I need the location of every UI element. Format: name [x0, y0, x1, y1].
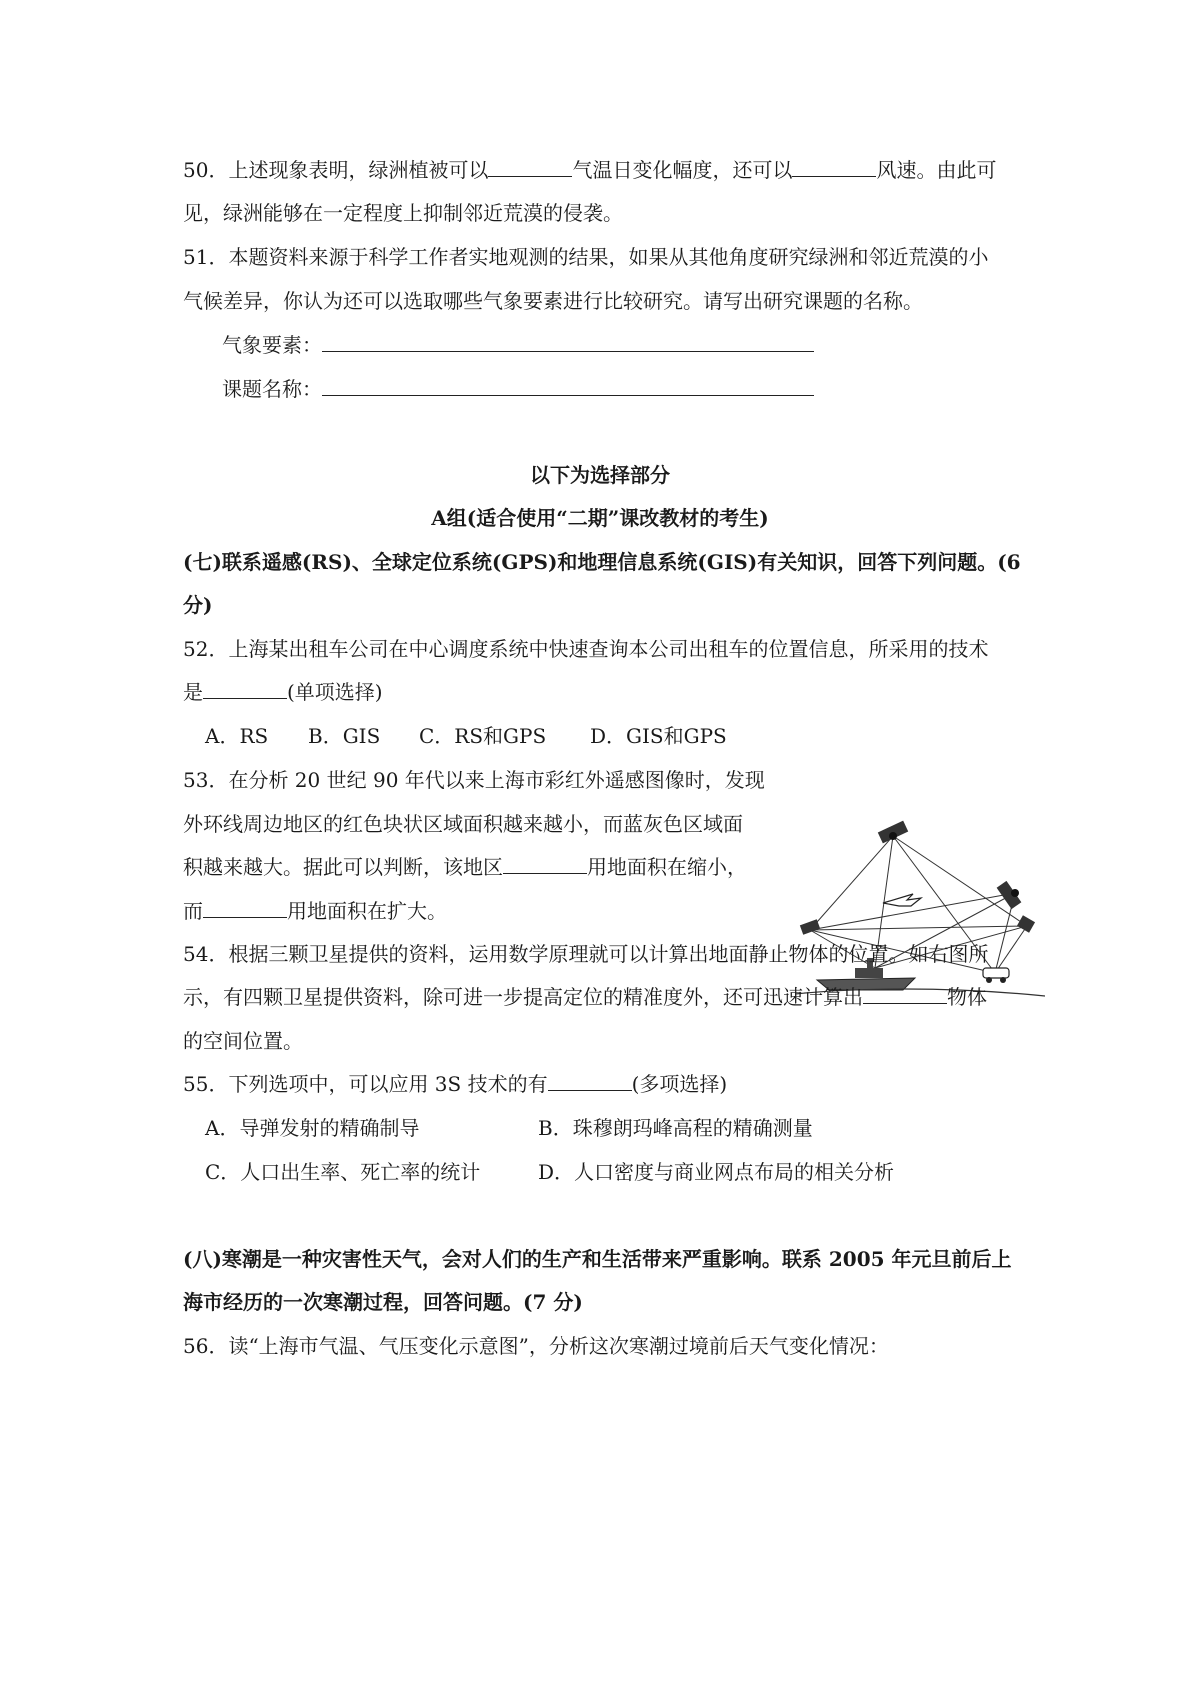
- q51-field1-label: 气象要素：: [222, 333, 322, 357]
- satellite-top-icon: [878, 821, 908, 844]
- q52-text-b: (单项选择): [287, 680, 383, 704]
- q52-options: [205, 721, 727, 751]
- q51-field-topic-name: [222, 374, 814, 404]
- q54-text-a: 示，有四颗卫星提供资料，除可进一步提高定位的精准度外，还可迅速计算出: [183, 985, 863, 1009]
- q55-option-b[interactable]: B．珠穆朗玛峰高程的精确测量: [538, 1116, 813, 1140]
- satellite-left-icon: [800, 919, 820, 935]
- part7-line-1: (七)联系遥感(RS)、全球定位系统(GPS)和地理信息系统(GIS)有关知识，回答下列问题。(6: [183, 550, 1021, 574]
- q53-blank-2[interactable]: [203, 897, 287, 918]
- q51-field2-label: 课题名称：: [222, 377, 322, 401]
- q55-options-row-1: [205, 1113, 813, 1143]
- q50-text-b: 气温日变化幅度，还可以: [572, 158, 793, 182]
- q52-option-c[interactable]: C．RS和GPS: [419, 724, 547, 748]
- q54-line-3: 的空间位置。: [183, 1029, 303, 1053]
- q50-text-c: 风速。由此可: [876, 158, 997, 182]
- q52-option-b[interactable]: B．GIS: [308, 724, 381, 748]
- q55-options-row-2: [205, 1157, 894, 1187]
- q51-answer-line-2[interactable]: [322, 375, 814, 396]
- q51-line-1: 51．本题资料来源于科学工作者实地观测的结果，如果从其他角度研究绿洲和邻近荒漠的小: [183, 245, 989, 269]
- q50-blank-1[interactable]: [488, 156, 572, 177]
- q55-option-c[interactable]: C．人口出生率、死亡率的统计: [205, 1160, 481, 1184]
- q50-text-a: 50．上述现象表明，绿洲植被可以: [183, 158, 489, 182]
- satellite-right-lower-icon: [1017, 915, 1035, 932]
- q53-text-a: 积越来越大。据此可以判断，该地区: [183, 855, 503, 879]
- q53-text-d: 用地面积在扩大。: [287, 899, 447, 923]
- q54-text-b: 物体: [947, 985, 987, 1009]
- q55-line-1: [183, 1069, 727, 1099]
- q51-answer-line-1[interactable]: [322, 331, 814, 352]
- q55-option-d[interactable]: D．人口密度与商业网点布局的相关分析: [538, 1160, 895, 1184]
- q53-line-4: [183, 896, 447, 926]
- airplane-icon: [883, 894, 921, 906]
- q55-blank[interactable]: [548, 1070, 632, 1091]
- q52-option-a[interactable]: A．RS: [205, 724, 269, 748]
- q55-option-a[interactable]: A．导弹发射的精确制导: [205, 1116, 420, 1140]
- car-icon: [983, 968, 1009, 983]
- q53-text-b: 用地面积在缩小，: [587, 855, 747, 879]
- q50-line-1: [183, 155, 996, 185]
- satellite-right-icon: [997, 881, 1022, 909]
- q53-line-3: [183, 852, 747, 882]
- q51-line-2: 气候差异，你认为还可以选取哪些气象要素进行比较研究。请写出研究课题的名称。: [183, 289, 923, 313]
- q50-blank-2[interactable]: [792, 156, 876, 177]
- q52-line-2: [183, 677, 383, 707]
- q55-text-b: (多项选择): [631, 1072, 728, 1096]
- q53-blank-1[interactable]: [503, 853, 587, 874]
- q55-text-a: 55．下列选项中，可以应用 3S 技术的有: [183, 1072, 548, 1096]
- q54-line-1: 54．根据三颗卫星提供的资料，运用数学原理就可以计算出地面静止物体的位置。如右图所: [183, 942, 989, 966]
- gps-satellite-figure: [795, 818, 1045, 1003]
- q53-text-c: 而: [183, 899, 203, 923]
- section-group: A组(适合使用“二期”课改教材的考生): [431, 506, 769, 530]
- q56-line-1: 56．读“上海市气温、气压变化示意图”，分析这次寒潮过境前后天气变化情况：: [183, 1334, 889, 1358]
- q52-option-d[interactable]: D．GIS和GPS: [590, 724, 727, 748]
- part8-line-2: 海市经历的一次寒潮过程，回答问题。(7 分): [183, 1290, 583, 1314]
- section-title: 以下为选择部分: [530, 463, 670, 487]
- q53-line-1: 53．在分析 20 世纪 90 年代以来上海市彩红外遥感图像时，发现: [183, 768, 765, 792]
- q52-text-a: 是: [183, 680, 203, 704]
- q50-line-2: 见，绿洲能够在一定程度上抑制邻近荒漠的侵袭。: [183, 201, 623, 225]
- part7-line-2: 分): [183, 593, 213, 617]
- q54-line-2: [183, 982, 987, 1012]
- q51-field-weather-elements: [222, 330, 814, 360]
- q53-line-2: 外环线周边地区的红色块状区域面积越来越小，而蓝灰色区域面: [183, 812, 743, 836]
- q52-line-1: 52．上海某出租车公司在中心调度系统中快速查询本公司出租车的位置信息，所采用的技术: [183, 637, 989, 661]
- q54-blank[interactable]: [863, 983, 947, 1004]
- q52-blank[interactable]: [203, 678, 287, 699]
- part8-line-1: (八)寒潮是一种灾害性天气，会对人们的生产和生活带来严重影响。联系 2005 年元旦前后上: [183, 1247, 1012, 1271]
